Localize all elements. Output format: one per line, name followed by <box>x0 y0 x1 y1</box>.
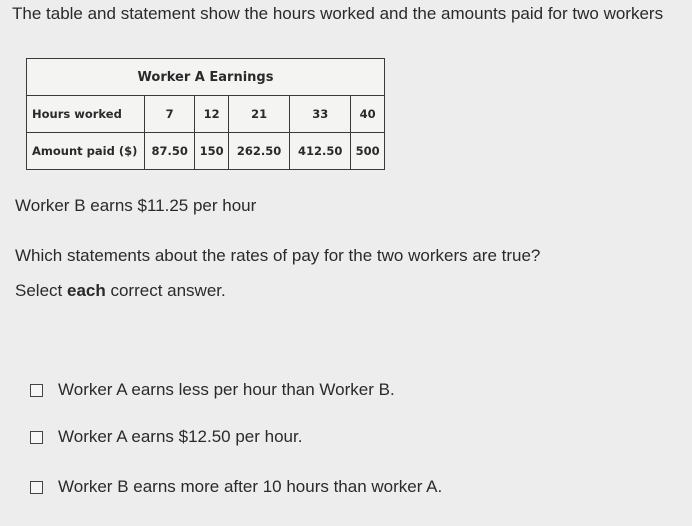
instruction-emphasis: each <box>66 281 106 300</box>
answer-option-label: Worker A earns less per hour than Worker B. <box>58 380 395 399</box>
answer-checkbox[interactable] <box>30 481 43 494</box>
answer-option-2[interactable] <box>30 427 302 447</box>
amount-row <box>27 133 385 170</box>
hours-cell: 12 <box>195 96 229 133</box>
hours-cell: 40 <box>351 96 385 133</box>
answer-option-3[interactable] <box>30 477 442 497</box>
answer-checkbox[interactable] <box>30 384 43 397</box>
worker-a-earnings-table <box>26 58 385 170</box>
amount-cell: 87.50 <box>145 133 195 170</box>
answer-option-label: Worker B earns more after 10 hours than worker A. <box>58 477 443 496</box>
hours-cell: 7 <box>145 96 195 133</box>
amount-cell: 412.50 <box>290 133 351 170</box>
instruction-text <box>15 281 226 301</box>
table-caption: Worker A Earnings <box>27 59 385 96</box>
question-text: Which statements about the rates of pay for the two workers are true? <box>15 246 541 265</box>
hours-cell: 21 <box>229 96 290 133</box>
amount-cell: 262.50 <box>229 133 290 170</box>
worker-b-statement: Worker B earns $11.25 per hour <box>15 196 257 215</box>
amount-row-label: Amount paid ($) <box>27 133 145 170</box>
intro-text: The table and statement show the hours worked and the amounts paid for two workers <box>12 4 664 23</box>
hours-row-label: Hours worked <box>27 96 145 133</box>
amount-cell: 150 <box>195 133 229 170</box>
answer-checkbox[interactable] <box>30 431 43 444</box>
instruction-suffix: correct answer. <box>105 281 226 300</box>
instruction-prefix: Select <box>15 281 67 300</box>
hours-row <box>27 96 385 133</box>
answer-option-1[interactable] <box>30 380 395 400</box>
answer-option-label: Worker A earns $12.50 per hour. <box>58 427 303 446</box>
amount-cell: 500 <box>351 133 385 170</box>
hours-cell: 33 <box>290 96 351 133</box>
